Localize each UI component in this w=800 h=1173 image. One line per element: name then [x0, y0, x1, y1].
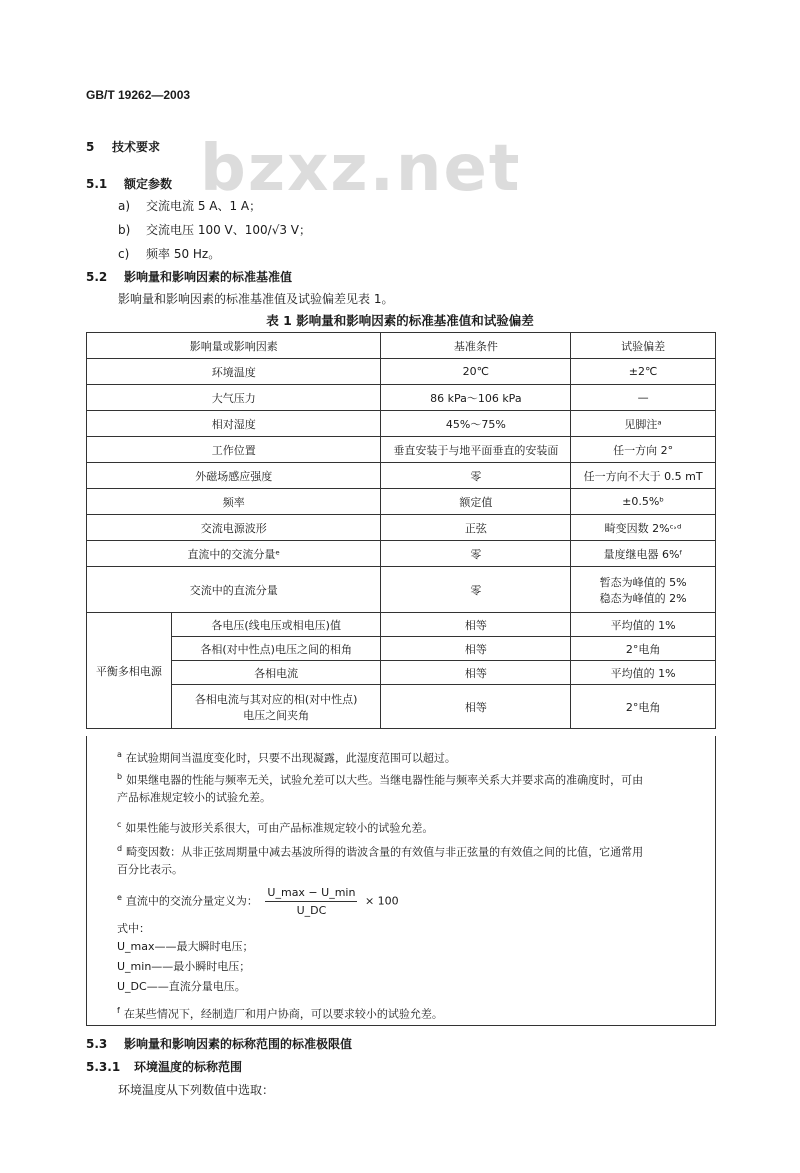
table-row [87, 489, 716, 515]
formula-def-umin: U_min——最小瞬时电压； [117, 960, 251, 973]
factor-line-2: 电压之间夹角 [243, 708, 310, 722]
table-cell-factor: 交流电源波形 [87, 515, 381, 541]
table-row [87, 685, 716, 729]
factor-line-1: 各相电流与其对应的相(对中性点) [194, 692, 358, 706]
table-cell-factor: 频率 [87, 489, 381, 515]
table-row [87, 515, 716, 541]
section-5-3-heading: 5.3 影响量和影响因素的标称范围的标准极限值 [86, 1037, 353, 1051]
table-row [87, 637, 716, 661]
table-cell-deviation: 2°电角 [571, 637, 716, 661]
table-header-row [87, 333, 716, 359]
section-5-2-intro: 影响量和影响因素的标准基准值及试验偏差见表 1。 [118, 292, 394, 306]
table-cell-condition: 20℃ [381, 359, 571, 385]
table-row [87, 385, 716, 411]
list-item-a: a) 交流电流 5 A、1 A； [118, 199, 262, 213]
table-cell-condition: 零 [381, 567, 571, 613]
table-footnotes [86, 736, 716, 1026]
table-cell-condition: 零 [381, 463, 571, 489]
table-cell-condition: 垂直安装于与地平面垂直的安装面 [381, 437, 571, 463]
table-cell-deviation: 任一方向不大于 0.5 mT [571, 463, 716, 489]
table-row [87, 567, 716, 613]
table-cell-factor: 相对湿度 [87, 411, 381, 437]
header-factor: 影响量或影响因素 [87, 333, 381, 359]
footnote-f: $^f$ 在某些情况下，经制造厂和用户协商，可以要求较小的试验允差。 [117, 1006, 443, 1021]
watermark: bzxz.net [200, 132, 522, 206]
table-row [87, 359, 716, 385]
table-cell-deviation: — [571, 385, 716, 411]
table-cell-condition: 45%～75% [381, 411, 571, 437]
table-cell-factor: 各相电流 [171, 661, 381, 685]
table-cell-condition: 相等 [381, 685, 571, 729]
table-cell-factor: 外磁场感应强度 [87, 463, 381, 489]
table-cell-factor: 大气压力 [87, 385, 381, 411]
table-cell-factor: 交流中的直流分量 [87, 567, 381, 613]
table-cell-factor: 直流中的交流分量ᵉ [87, 541, 381, 567]
formula-def-umax: U_max——最大瞬时电压； [117, 940, 254, 953]
table-row [87, 661, 716, 685]
standard-reference-table [86, 332, 716, 729]
table-row [87, 463, 716, 489]
table-cell-deviation: 平均值的 1% [571, 661, 716, 685]
table-cell-condition: 正弦 [381, 515, 571, 541]
table-cell-factor: 环境温度 [87, 359, 381, 385]
table-cell-deviation: ±2℃ [571, 359, 716, 385]
table-cell-deviation: ±0.5%ᵇ [571, 489, 716, 515]
deviation-transient: 暂态为峰值的 5% [599, 575, 687, 589]
footnote-e: $^e$ 直流中的交流分量定义为： U_max − U_min U_DC × 100 [117, 886, 399, 917]
section-5-heading: 5 技术要求 [86, 140, 161, 154]
section-5-1-heading: 5.1 额定参数 [86, 177, 173, 191]
formula-fraction: U_max − U_min U_DC [267, 886, 356, 917]
list-item-b: b) 交流电压 100 V、100/√3 V； [118, 223, 311, 237]
table-cell-deviation [571, 567, 716, 613]
table-caption: 表 1 影响量和影响因素的标准基准值和试验偏差 [266, 313, 534, 328]
standard-number: GB/T 19262—2003 [86, 88, 191, 102]
table-cell-condition: 相等 [381, 637, 571, 661]
formula-def-udc: U_DC——直流分量电压。 [117, 980, 246, 993]
table-row [87, 411, 716, 437]
table-cell-deviation: 平均值的 1% [571, 613, 716, 637]
table-cell-deviation: 量度继电器 6%ᶠ [571, 541, 716, 567]
footnote-b: $^b$ 如果继电器的性能与频率无关，试验允差可以大些。当继电器性能与频率关系大并要求高的准确度时，可由 产品标准规定较小的试验允差。 [117, 772, 644, 804]
deviation-steady: 稳态为峰值的 2% [599, 591, 687, 605]
table-cell-factor [171, 685, 381, 729]
table-cell-condition: 相等 [381, 613, 571, 637]
footnote-a: $^a$ 在试验期间当温度变化时，只要不出现凝露，此湿度范围可以超过。 [117, 750, 456, 765]
header-deviation: 试验偏差 [571, 333, 716, 359]
table-cell-condition: 相等 [381, 661, 571, 685]
group-label-cell: 平衡多相电源 [87, 613, 172, 729]
table-row [87, 613, 716, 637]
section-5-3-1-text: 环境温度从下列数值中选取： [118, 1083, 275, 1097]
table-cell-deviation: 任一方向 2° [571, 437, 716, 463]
table-cell-condition: 零 [381, 541, 571, 567]
table-cell-factor: 各相(对中性点)电压之间的相角 [171, 637, 381, 661]
footnote-d: $^d$ 畸变因数：从非正弦周期量中减去基波所得的谐波含量的有效值与非正弦量的有效值之间的比值，它通常用 百分比表示。 [117, 844, 644, 876]
table-cell-deviation: 2°电角 [571, 685, 716, 729]
header-condition: 基准条件 [381, 333, 571, 359]
table-cell-condition: 86 kPa～106 kPa [381, 385, 571, 411]
formula-where: 式中： [117, 922, 150, 935]
table-cell-deviation: 见脚注ᵃ [571, 411, 716, 437]
table-cell-factor: 工作位置 [87, 437, 381, 463]
table-cell-condition: 额定值 [381, 489, 571, 515]
footnote-c: $^c$ 如果性能与波形关系很大，可由产品标准规定较小的试验允差。 [117, 820, 434, 835]
list-item-c: c) 频率 50 Hz。 [118, 247, 221, 261]
table-row [87, 541, 716, 567]
table-cell-deviation: 畸变因数 2%ᶜ˒ᵈ [571, 515, 716, 541]
section-5-2-heading: 5.2 影响量和影响因素的标准基准值 [86, 270, 293, 284]
table-row [87, 437, 716, 463]
section-5-3-1-heading: 5.3.1 环境温度的标称范围 [86, 1060, 243, 1074]
table-cell-factor: 各电压(线电压或相电压)值 [171, 613, 381, 637]
